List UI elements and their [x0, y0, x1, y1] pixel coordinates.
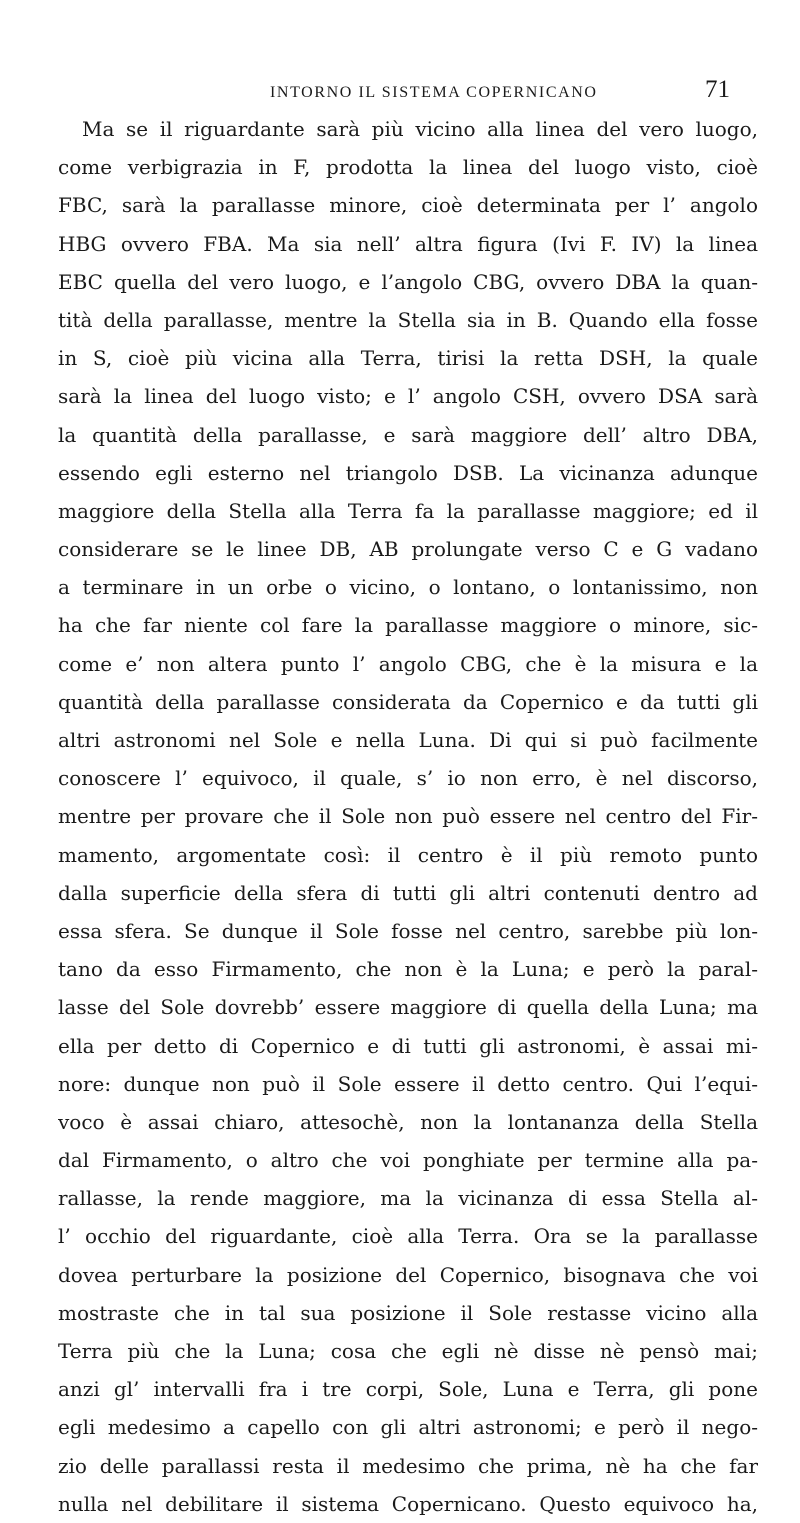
text-line: ella per detto di Copernico e di tutti gli astronomi, è assai mi- [58, 1033, 758, 1058]
running-title: INTORNO IL SISTEMA COPERNICANO [270, 84, 598, 101]
text-line: Terra più che la Luna; cosa che egli nè disse nè pensò mai; [58, 1339, 758, 1363]
text-line: egli medesimo a capello con gli altri astronomi; e però il nego- [58, 1415, 758, 1440]
text-line: lasse del Sole dovrebb’ essere maggiore di quella della Luna; ma [58, 995, 758, 1020]
text-line: nulla nel debilitare il sistema Copernicano. Questo equivoco ha, [58, 1491, 758, 1516]
text-line: considerare se le linee DB, AB prolungate verso C e G vadano [58, 537, 758, 562]
text-line: altri astronomi nel Sole e nella Luna. Di qui si può facilmente [58, 728, 758, 752]
text-line: dalla superficie della sfera di tutti gli altri contenuti dentro ad [58, 880, 758, 905]
text-line: mentre per provare che il Sole non può essere nel centro del Fir- [58, 804, 758, 829]
text-line: voco è assai chiaro, attesochè, non la lontananza della Stella [58, 1109, 758, 1134]
text-line: tità della parallasse, mentre la Stella sia in B. Quando ella fosse [58, 307, 758, 332]
text-line: HBG ovvero FBA. Ma sia nell’ altra figura (Ivi F. IV) la linea [58, 231, 758, 256]
text-line: essa sfera. Se dunque il Sole fosse nel centro, sarebbe più lon- [58, 918, 758, 943]
text-line: nore: dunque non può il Sole essere il detto centro. Qui l’equi- [58, 1071, 758, 1096]
text-line: la quantità della parallasse, e sarà maggiore dell’ altro DBA, [58, 422, 758, 447]
text-line: dovea perturbare la posizione del Copernico, bisognava che voi [58, 1262, 758, 1287]
text-line: zio delle parallassi resta il medesimo che prima, nè ha che far [58, 1453, 758, 1478]
text-line: l’ occhio del riguardante, cioè alla Terra. Ora se la parallasse [58, 1224, 758, 1249]
text-line: in S, cioè più vicina alla Terra, tirisi la retta DSH, la quale [58, 346, 758, 371]
text-line: FBC, sarà la parallasse minore, cioè determinata per l’ angolo [58, 193, 758, 218]
body-text [58, 110, 758, 1523]
text-line: rallasse, la rende maggiore, ma la vicinanza di essa Stella al- [58, 1186, 758, 1211]
text-line: anzi gl’ intervalli fra i tre corpi, Sole, Luna e Terra, gli pone [58, 1377, 758, 1402]
text-line: Ma se il riguardante sarà più vicino alla linea del vero luogo, [82, 117, 758, 141]
text-line: mamento, argomentate così: il centro è il più remoto punto [58, 842, 758, 867]
text-line: come verbigrazia in F, prodotta la linea del luogo visto, cioè [58, 155, 758, 180]
text-line: quantità della parallasse considerata da Copernico e da tutti gli [58, 689, 758, 714]
text-line: conoscere l’ equivoco, il quale, s’ io non erro, è nel discorso, [58, 766, 758, 791]
text-line: ha che far niente col fare la parallasse maggiore o minore, sic- [58, 613, 758, 638]
text-line: come e’ non altera punto l’ angolo CBG, che è la misura e la [58, 651, 758, 676]
text-line: a terminare in un orbe o vicino, o lontano, o lontanissimo, non [58, 575, 758, 600]
text-line: mostraste che in tal sua posizione il Sole restasse vicino alla [58, 1300, 758, 1325]
text-line: essendo egli esterno nel triangolo DSB. La vicinanza adunque [58, 460, 758, 485]
text-line: sarà la linea del luogo visto; e l’ angolo CSH, ovvero DSA sarà [58, 384, 758, 409]
text-line: maggiore della Stella alla Terra fa la parallasse maggiore; ed il [58, 498, 758, 523]
text-line: dal Firmamento, o altro che voi ponghiate per termine alla pa- [58, 1148, 758, 1173]
text-line: tano da esso Firmamento, che non è la Luna; e però la paral- [58, 957, 758, 982]
running-head [0, 76, 800, 106]
text-line: EBC quella del vero luogo, e l’angolo CBG, ovvero DBA la quan- [58, 269, 758, 294]
page-number: 71 [705, 76, 730, 103]
